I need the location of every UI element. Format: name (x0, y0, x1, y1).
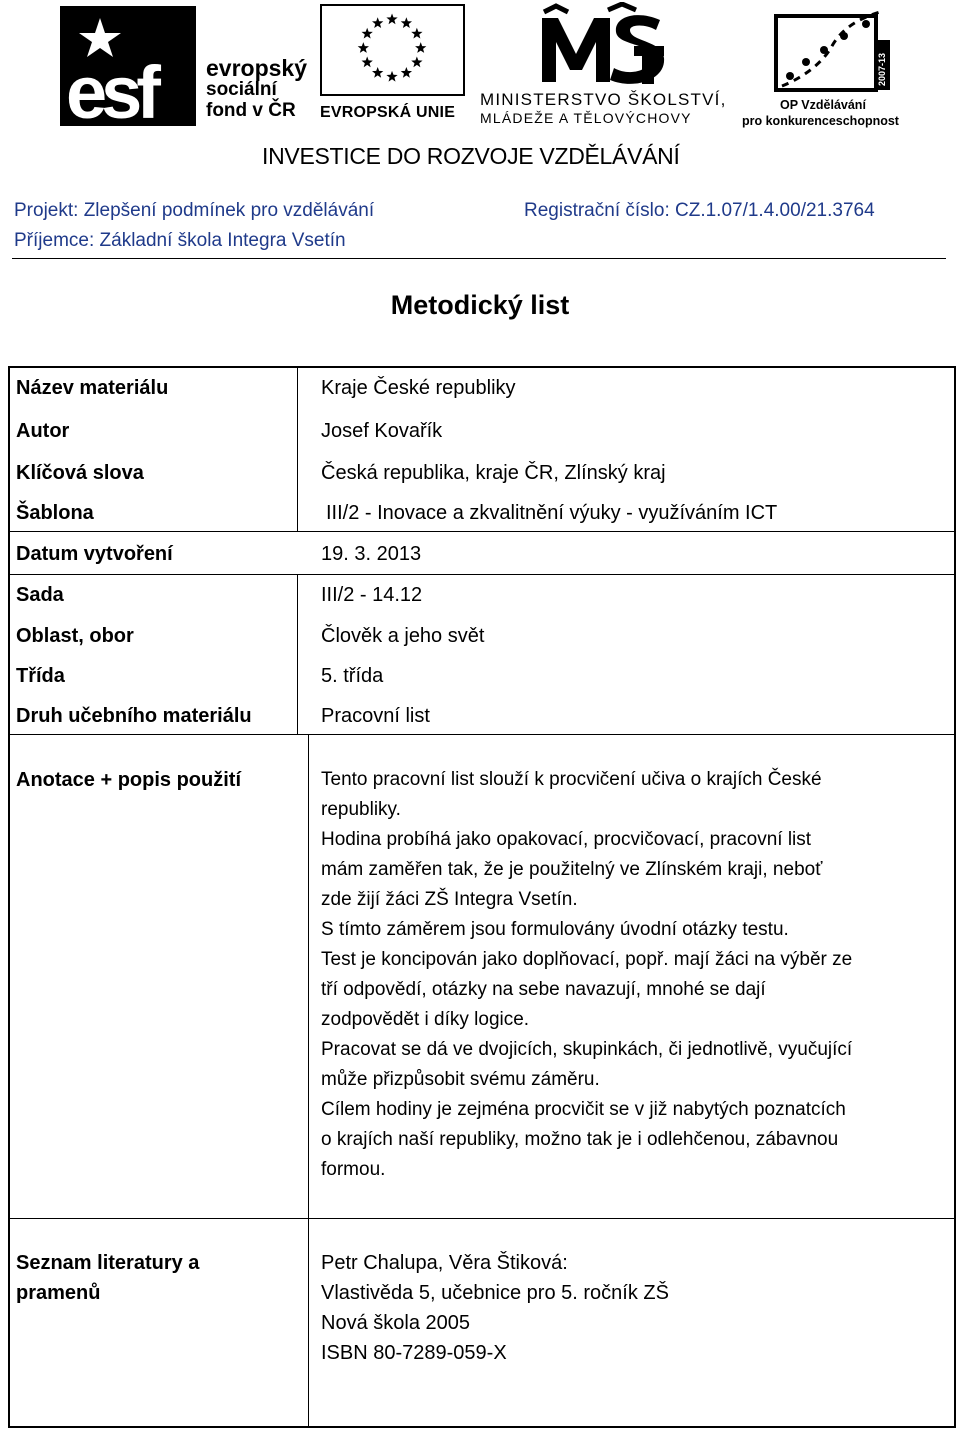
eu-star-icon (362, 28, 373, 39)
eu-star-icon (362, 57, 373, 68)
esf-logo (60, 6, 310, 126)
row-label-klicova-slova: Klíčová slova (16, 462, 144, 484)
eu-star-icon (386, 13, 397, 24)
msmt-line-1: MINISTERSTVO ŠKOLSTVÍ, (480, 90, 727, 109)
eu-star-icon (411, 28, 422, 39)
metadata-table (8, 366, 956, 1428)
literatura-line: Nová škola 2005 (321, 1312, 470, 1334)
esf-logo-mark (60, 6, 196, 126)
row-value-sablona: III/2 - Inovace a zkvalitnění výuky - využíváním ICT (326, 502, 778, 524)
literatura-line: Vlastivěda 5, učebnice pro 5. ročník ZŠ (321, 1282, 669, 1304)
anotace-line: Hodina probíhá jako opakovací, procvičovací, pracovní list (321, 829, 812, 850)
row-value-druh: Pracovní list (321, 705, 430, 727)
anotace-line: zde žijí žáci ZŠ Integra Vsetín. (321, 889, 578, 910)
eu-logo (320, 4, 468, 128)
row-value-klicova-slova: Česká republika, kraje ČR, Zlínský kraj (321, 462, 666, 484)
row-value-oblast: Člověk a jeho svět (321, 625, 485, 647)
row-label-sablona: Šablona (16, 502, 94, 524)
eu-star-icon (358, 42, 369, 53)
eu-star-icon (401, 17, 412, 28)
anotace-line: mám zaměřen tak, že je použitelný ve Zlínském kraji, neboť (321, 859, 823, 880)
anotace-line: republiky. (321, 799, 401, 820)
esf-line-2: sociální (206, 79, 277, 100)
row-label-autor: Autor (16, 420, 70, 442)
eu-star-icon (415, 42, 426, 53)
anotace-line: Cílem hodiny je zejména procvičit se v již nabytých poznatcích (321, 1099, 846, 1120)
recipient-line: Příjemce: Základní škola Integra Vsetín (14, 230, 346, 251)
column-divider (297, 368, 298, 531)
literatura-label-line-2: pramenů (16, 1282, 101, 1304)
esf-line-1: evropský (206, 55, 308, 81)
row-label-trida: Třída (16, 665, 65, 687)
row-label-sada: Sada (16, 584, 64, 606)
investment-slogan: INVESTICE DO ROZVOJE VZDĚLÁVÁNÍ (262, 143, 680, 169)
svg-text:esf: esf (66, 51, 155, 126)
registration-line: Registrační číslo: CZ.1.07/1.4.00/21.3764 (524, 200, 875, 221)
column-divider (297, 574, 298, 734)
msmt-logo-mark (538, 2, 668, 86)
row-value-sada: III/2 - 14.12 (321, 584, 423, 606)
esf-line-3: fond v ČR (206, 100, 296, 121)
eu-star-icon (411, 57, 422, 68)
op-line-1: OP Vzdělávání (780, 98, 866, 112)
row-value-datum: 19. 3. 2013 (321, 543, 422, 565)
anotace-line: Test je koncipován jako doplňovací, popř. mají žáci na výběr ze (321, 949, 853, 970)
row-label-druh: Druh učebního materiálu (16, 705, 252, 727)
info-divider (12, 258, 946, 259)
eu-star-icon (372, 17, 383, 28)
eu-flag-icon (320, 4, 465, 96)
table-rule (10, 1218, 954, 1219)
row-value-trida: 5. třída (321, 665, 384, 687)
eu-label: EVROPSKÁ UNIE (320, 104, 456, 121)
anotace-line: S tímto záměrem jsou formulovány úvodní otázky testu. (321, 919, 789, 940)
row-label-oblast: Oblast, obor (16, 625, 134, 647)
column-divider (308, 734, 309, 1426)
anotace-line: o krajích naší republiky, možno tak je i odlehčenou, zábavnou (321, 1129, 839, 1150)
eu-star-icon (372, 67, 383, 78)
anotace-line: tří odpovědí, otázky na sebe navazují, mnohé se dají (321, 979, 766, 1000)
literatura-line: ISBN 80-7289-059-X (321, 1342, 507, 1364)
row-label-datum: Datum vytvoření (16, 543, 173, 565)
op-logo (740, 6, 910, 128)
project-line: Projekt: Zlepšení podmínek pro vzdělávání (14, 200, 375, 221)
eu-star-icon (401, 67, 412, 78)
anotace-line: zodpovědět i díky logice. (321, 1009, 530, 1030)
table-rule (10, 734, 954, 735)
eu-star-icon (386, 71, 397, 82)
logo-banner (0, 0, 960, 140)
op-line-2: pro konkurenceschopnost (742, 114, 899, 128)
row-value-autor: Josef Kovařík (321, 420, 443, 442)
page-title: Metodický list (390, 290, 570, 320)
table-rule (10, 574, 954, 575)
anotace-label: Anotace + popis použití (16, 769, 242, 791)
esf-logo-text (206, 55, 308, 121)
anotace-text (321, 765, 852, 1185)
literatura-line: Petr Chalupa, Věra Štiková: (321, 1252, 568, 1274)
anotace-line: formou. (321, 1159, 386, 1180)
msmt-logo (478, 2, 730, 127)
table-rule (10, 531, 954, 532)
row-label-nazev: Název materiálu (16, 377, 169, 399)
anotace-line: Pracovat se dá ve dvojicích, skupinkách, či jednotlivě, vyučující (321, 1039, 853, 1060)
anotace-line: Tento pracovní list slouží k procvičení učiva o krajích České (321, 769, 822, 790)
anotace-line: může přizpůsobit svému záměru. (321, 1069, 600, 1090)
op-logo-mark (772, 6, 892, 94)
msmt-line-2: MLÁDEŽE A TĚLOVÝCHOVY (480, 110, 692, 126)
row-value-nazev: Kraje České republiky (321, 377, 516, 399)
literatura-label-line-1: Seznam literatury a (16, 1252, 200, 1274)
op-years: 2007-13 (877, 52, 887, 86)
